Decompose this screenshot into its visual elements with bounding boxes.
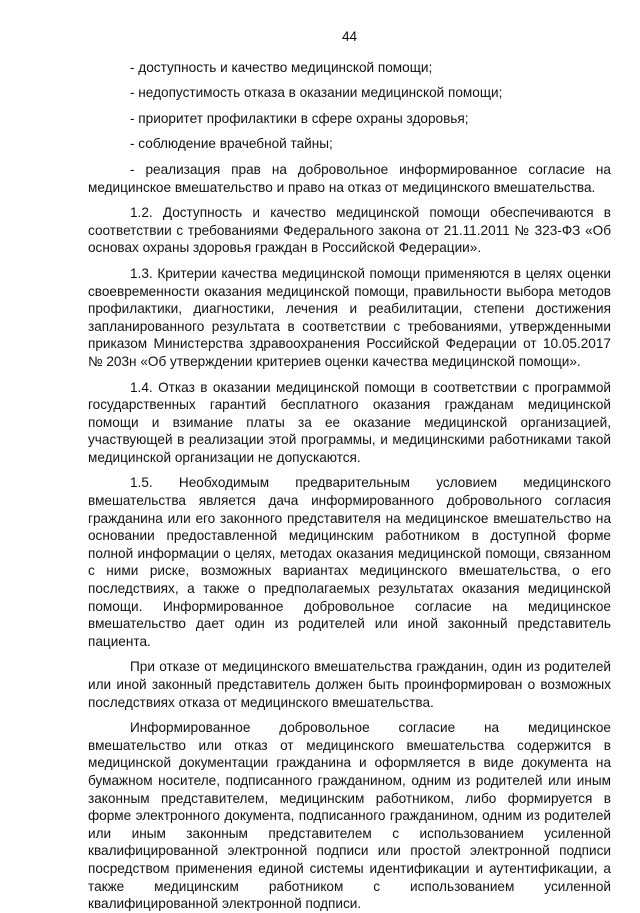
document-page <box>88 28 611 913</box>
list-item: - доступность и качество медицинской помощи; <box>130 59 433 75</box>
paragraph-1-5: 1.5. Необходимым предварительным условием медицинского вмешательства является дача информированного добровольного согласия гражданина или его законного представителя на медицинское вмешательство на основании предоставленной медицинским работником в доступной форме полной информации о целях, методах оказания медицинской помощи, связанном с ними риске, возможных вариантах медицинского вмешательства, о его последствиях, а также о предполагаемых результатах оказания медицинской помощи. Информированное добровольное согласие на медицинское вмешательство дает один из родителей или иной законный представитель пациента. <box>88 475 611 649</box>
list-item: - приоритет профилактики в сфере охраны здоровья; <box>130 110 469 126</box>
list-item: - соблюдение врачебной тайны; <box>130 136 333 152</box>
list-item: - реализация прав на добровольное информированное согласие на медицинское вмешательство и право на отказ от медицинского вмешательства. <box>88 161 611 195</box>
principles-list <box>88 59 611 197</box>
paragraph-1-2: 1.2. Доступность и качество медицинской помощи обеспечиваются в соответствии с требованиями Федерального закона от 21.11.2011 № 323-ФЗ «Об основах охраны здоровья граждан в Российской Федерации». <box>88 205 611 256</box>
paragraph-refusal: При отказе от медицинского вмешательства гражданин, один из родителей или иной законный представитель должен быть проинформирован о возможных последствиях отказа от медицинского вмешательства. <box>88 659 611 710</box>
list-item: - недопустимость отказа в оказании медицинской помощи; <box>130 85 503 101</box>
page-number: 44 <box>341 29 358 44</box>
paragraph-1-4: 1.4. Отказ в оказании медицинской помощи в соответствии с программой государственных гарантий бесплатного оказания гражданам медицинской помощи и взимание платы за ее оказание медицинской организацией, участвующей в реализации этой программы, и медицинскими работниками такой медицинской организации не допускаются. <box>88 379 611 465</box>
paragraph-1-3: 1.3. Критерии качества медицинской помощи применяются в целях оценки своевременности оказания медицинской помощи, правильности выбора методов профилактики, диагностики, лечения и реабилитации, степени достижения запланированного результата в соответствии с требованиями, утвержденными приказом Министерства здравоохранения Российской Федерации от 10.05.2017 № 203н «Об утверждении критериев оценки качества медицинской помощи». <box>88 265 611 369</box>
paragraph-consent-documentation: Информированное добровольное согласие на медицинское вмешательство или отказ от медицинского вмешательства содержится в медицинской документации гражданина и оформляется в виде документа на бумажном носителе, подписанного гражданином, одним из родителей или иным законным представителем, медицинским работником, либо формируется в форме электронного документа, подписанного гражданином, одним из родителей или иным законным представителем с использованием усиленной квалифицированной электронной подписи или простой электронной подписи посредством применения единой системы идентификации и аутентификации, а также медицинским работником с использованием усиленной квалифицированной электронной подписи. <box>88 720 611 912</box>
